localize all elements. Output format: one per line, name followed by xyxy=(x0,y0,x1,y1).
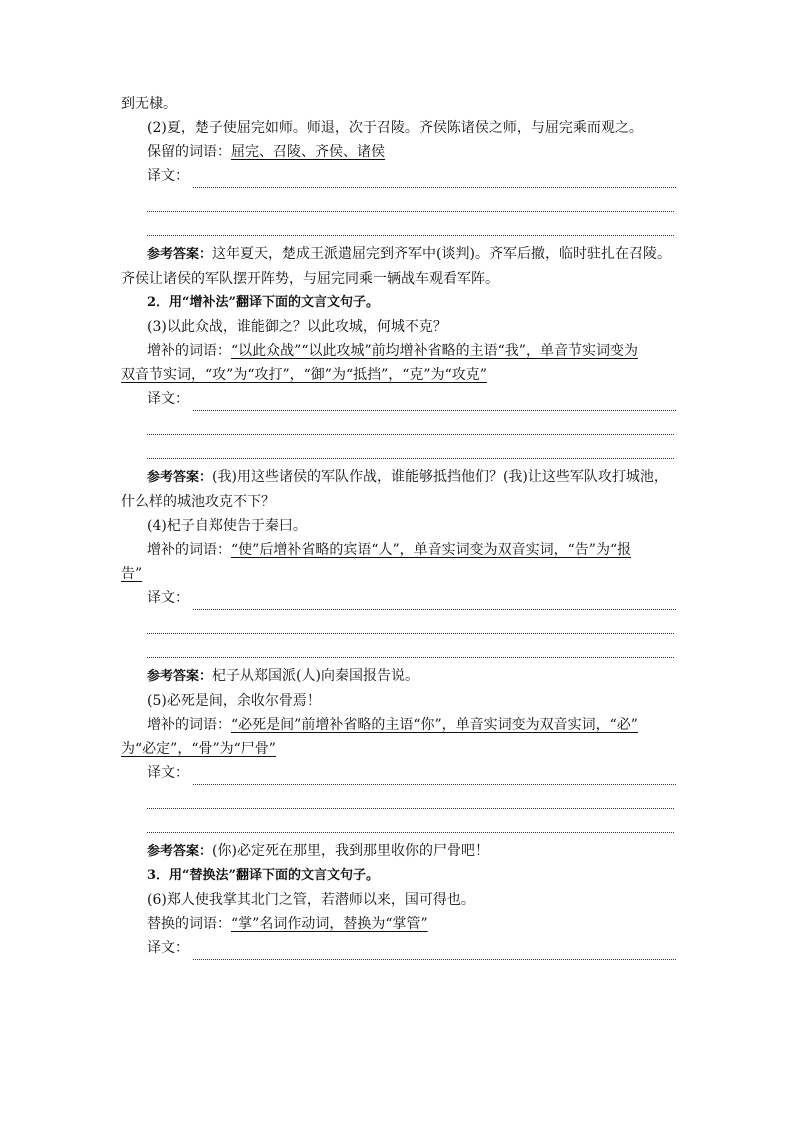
add-words-value: 双音节实词，“攻”为“攻打”，“御”为“抵挡”，“克”为“攻克” xyxy=(121,367,487,383)
reference-label: 参考答案： xyxy=(147,247,213,262)
add-words-value: 为“必定”，“骨”为“尸骨” xyxy=(121,741,276,757)
add-words-label: 增补的词语： xyxy=(147,343,231,359)
add-words-line-2 xyxy=(121,562,676,586)
reference-answer xyxy=(121,465,676,490)
replace-words-label: 替换的词语： xyxy=(147,916,231,932)
add-words-label: 增补的词语： xyxy=(147,717,231,733)
reference-text: 杞子从郑国派(人)向秦国报告说。 xyxy=(212,668,419,684)
reference-text: (你)必定死在那里，我到那里收你的尸骨吧！ xyxy=(212,843,489,859)
translation-field[interactable] xyxy=(121,586,676,610)
add-words-value: “以此众战”“以此攻城”前均增补省略的主语“我”，单音节实词变为 xyxy=(231,343,638,359)
reference-answer xyxy=(121,664,676,689)
document-page xyxy=(121,92,676,960)
translation-label: 译文： xyxy=(147,940,189,956)
add-words-line xyxy=(121,713,676,737)
translation-field[interactable] xyxy=(121,164,676,188)
add-words-value: “必死是间”前增补省略的主语“你”，单音实词变为双音实词，“必” xyxy=(231,717,638,733)
reference-label: 参考答案： xyxy=(147,470,213,485)
answer-blank[interactable] xyxy=(147,634,674,658)
reference-answer xyxy=(121,242,676,267)
reference-label: 参考答案： xyxy=(147,844,213,859)
reference-text: 齐侯让诸侯的军队摆开阵势，与屈完同乘一辆战车观看军阵。 xyxy=(121,271,499,287)
answer-blank[interactable] xyxy=(147,809,674,833)
keep-words-line xyxy=(121,140,676,164)
answer-blank[interactable] xyxy=(147,610,674,634)
question-3: (3)以此众战，谁能御之？以此攻城，何城不克？ xyxy=(147,319,447,335)
answer-blank[interactable] xyxy=(193,395,676,411)
text-line: 到无棣。 xyxy=(121,96,177,112)
question-5: (5)必死是间，余收尔骨焉！ xyxy=(147,693,321,709)
replace-words-value: “掌”名词作动词，替换为“掌管” xyxy=(231,916,428,932)
answer-blank[interactable] xyxy=(193,594,676,610)
add-words-value: “使”后增补省略的宾语“人”，单音实词变为双音实词，“告”为“报 xyxy=(231,542,632,558)
translation-label: 译文： xyxy=(147,590,189,606)
keep-words-value: 屈完、召陵、齐侯、诸侯 xyxy=(231,144,385,160)
section-3-title: 3．用“替换法”翻译下面的文言文句子。 xyxy=(147,868,380,883)
answer-blank[interactable] xyxy=(147,411,674,435)
replace-words-line xyxy=(121,912,676,936)
question-6: (6)郑人使我掌其北门之管，若潜师以来，国可得也。 xyxy=(147,892,475,908)
question-2: (2)夏，楚子使屈完如师。师退，次于召陵。齐侯陈诸侯之师，与屈完乘而观之。 xyxy=(147,120,643,136)
add-words-line xyxy=(121,538,676,562)
add-words-label: 增补的词语： xyxy=(147,542,231,558)
reference-text: (我)用这些诸侯的军队作战，谁能够抵挡他们？(我)让这些军队攻打城池， xyxy=(212,469,668,485)
answer-blank[interactable] xyxy=(147,212,674,236)
answer-blank[interactable] xyxy=(147,785,674,809)
answer-blank[interactable] xyxy=(147,435,674,459)
add-words-value: 告” xyxy=(121,566,143,582)
answer-blank[interactable] xyxy=(147,188,674,212)
reference-text: 这年夏天，楚成王派遣屈完到齐军中(谈判)。齐军后撤，临时驻扎在召陵。 xyxy=(212,246,671,262)
translation-field[interactable] xyxy=(121,761,676,785)
add-words-line xyxy=(121,339,676,363)
translation-label: 译文： xyxy=(147,168,189,184)
section-2-title: 2．用“增补法”翻译下面的文言文句子。 xyxy=(147,295,380,310)
translation-label: 译文： xyxy=(147,391,189,407)
reference-text: 什么样的城池攻克不下？ xyxy=(121,494,275,510)
reference-answer xyxy=(121,839,676,864)
answer-blank[interactable] xyxy=(193,172,676,188)
keep-words-label: 保留的词语： xyxy=(147,144,231,160)
translation-field[interactable] xyxy=(121,387,676,411)
reference-label: 参考答案： xyxy=(147,669,213,684)
translation-field[interactable] xyxy=(121,936,676,960)
add-words-line-2 xyxy=(121,363,676,387)
translation-label: 译文： xyxy=(147,765,189,781)
question-4: (4)杞子自郑使告于秦曰。 xyxy=(147,518,307,534)
add-words-line-2 xyxy=(121,737,676,761)
answer-blank[interactable] xyxy=(193,769,676,785)
answer-blank[interactable] xyxy=(193,944,676,960)
